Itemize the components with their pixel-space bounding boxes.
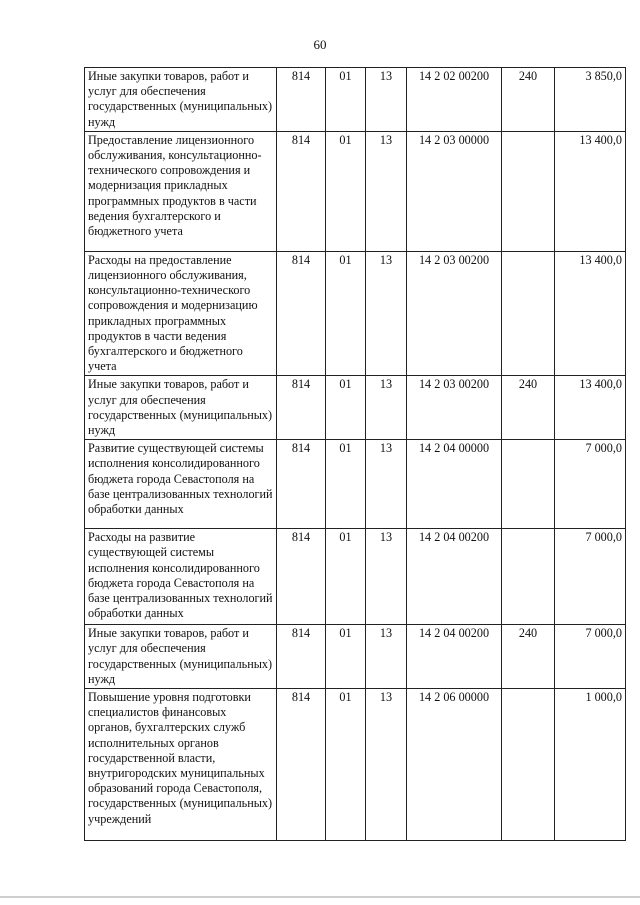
row-subsection: 13: [366, 689, 407, 841]
row-target-article: 14 2 04 00200: [407, 625, 502, 689]
row-section: 01: [326, 689, 366, 841]
page-number: 60: [313, 37, 327, 52]
row-sum: 7 000,0: [555, 529, 626, 625]
row-admin-code: 814: [277, 625, 326, 689]
row-subsection: 13: [366, 251, 407, 376]
row-expense-type: [502, 440, 555, 529]
row-admin-code: 814: [277, 131, 326, 251]
table-row: [85, 376, 626, 440]
row-sum: 13 400,0: [555, 251, 626, 376]
row-target-article: 14 2 04 00200: [407, 529, 502, 625]
row-name: Иные закупки товаров, работ и услуг для обеспечения государственных (муниципальных) нужд: [85, 625, 277, 689]
row-target-article: 14 2 03 00200: [407, 376, 502, 440]
table-row: [85, 131, 626, 251]
row-expense-type: [502, 529, 555, 625]
row-admin-code: 814: [277, 68, 326, 132]
row-expense-type: 240: [502, 68, 555, 132]
row-subsection: 13: [366, 68, 407, 132]
table-row: [85, 68, 626, 132]
row-target-article: 14 2 04 00000: [407, 440, 502, 529]
row-target-article: 14 2 03 00200: [407, 251, 502, 376]
row-subsection: 13: [366, 529, 407, 625]
row-sum: 13 400,0: [555, 131, 626, 251]
row-sum: 13 400,0: [555, 376, 626, 440]
table-row: [85, 440, 626, 529]
page-bottom-edge: [0, 896, 640, 898]
row-expense-type: [502, 131, 555, 251]
table-row: [85, 625, 626, 689]
row-target-article: 14 2 03 00000: [407, 131, 502, 251]
row-expense-type: [502, 689, 555, 841]
table-row: [85, 251, 626, 376]
row-name: Иные закупки товаров, работ и услуг для обеспечения государственных (муниципальных) нужд: [85, 68, 277, 132]
row-subsection: 13: [366, 376, 407, 440]
row-name: Расходы на предоставление лицензионного обслуживания, консультационно-технического сопровождения и модернизацию прикладных программных продуктов в части ведения бухгалтерского и бюджетного учета: [85, 251, 277, 376]
row-expense-type: 240: [502, 376, 555, 440]
row-sum: 7 000,0: [555, 440, 626, 529]
row-name: Предоставление лицензионного обслуживания, консультационно-технического сопровождения и модернизация прикладных программных продуктов в части ведения бухгалтерского и бюджетного учета: [85, 131, 277, 251]
row-admin-code: 814: [277, 529, 326, 625]
table-row: [85, 529, 626, 625]
row-expense-type: [502, 251, 555, 376]
row-section: 01: [326, 529, 366, 625]
row-name: Иные закупки товаров, работ и услуг для обеспечения государственных (муниципальных) нужд: [85, 376, 277, 440]
row-admin-code: 814: [277, 440, 326, 529]
row-admin-code: 814: [277, 689, 326, 841]
row-section: 01: [326, 68, 366, 132]
row-subsection: 13: [366, 131, 407, 251]
row-name: Расходы на развитие существующей системы исполнения консолидированного бюджета города Севастополя на базе централизованных технологий обработки данных: [85, 529, 277, 625]
row-sum: 3 850,0: [555, 68, 626, 132]
row-admin-code: 814: [277, 376, 326, 440]
row-section: 01: [326, 440, 366, 529]
row-expense-type: 240: [502, 625, 555, 689]
row-subsection: 13: [366, 440, 407, 529]
row-name: Развитие существующей системы исполнения консолидированного бюджета города Севастополя на базе централизованных технологий обработки данных: [85, 440, 277, 529]
row-sum: 7 000,0: [555, 625, 626, 689]
row-target-article: 14 2 02 00200: [407, 68, 502, 132]
row-section: 01: [326, 131, 366, 251]
row-section: 01: [326, 251, 366, 376]
row-section: 01: [326, 376, 366, 440]
row-sum: 1 000,0: [555, 689, 626, 841]
row-name: Повышение уровня подготовки специалистов финансовых органов, бухгалтерских служб исполнительных органов государственной власти, внутригородских муниципальных образований города Севастополя, государственных (муниципальных) учреждений: [85, 689, 277, 841]
budget-table: [84, 67, 626, 841]
row-section: 01: [326, 625, 366, 689]
row-subsection: 13: [366, 625, 407, 689]
table-row: [85, 689, 626, 841]
row-admin-code: 814: [277, 251, 326, 376]
row-target-article: 14 2 06 00000: [407, 689, 502, 841]
